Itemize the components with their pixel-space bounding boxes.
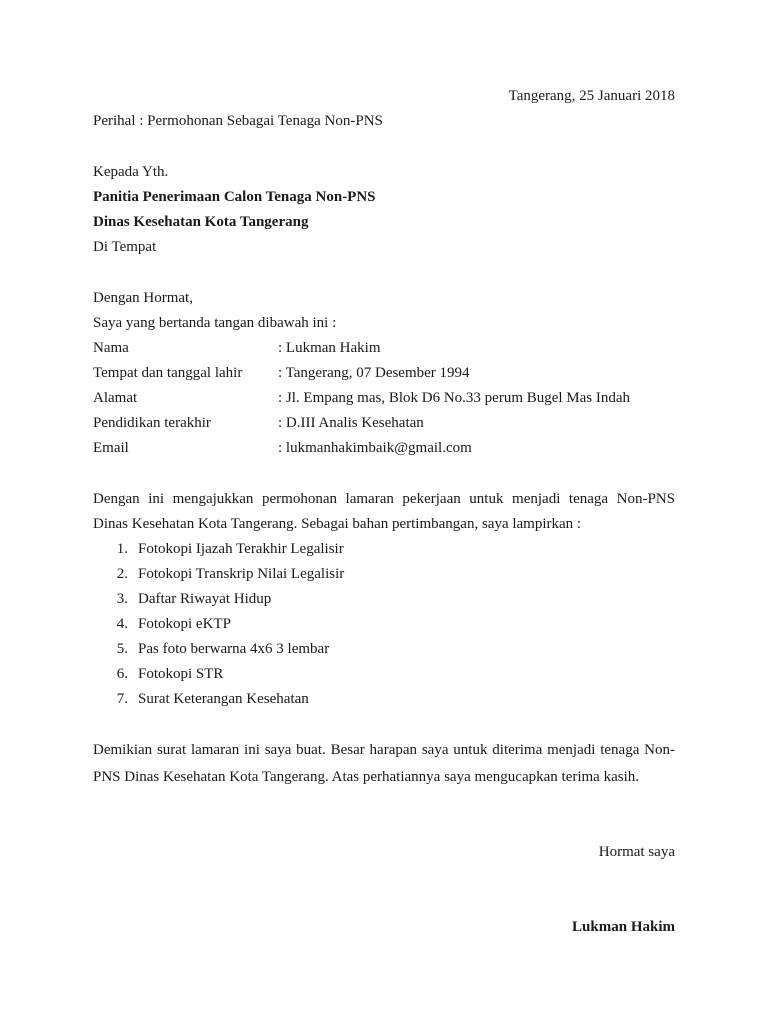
list-item-number: 3.	[116, 591, 128, 607]
list-item: Surat Keterangan Kesehatan	[138, 691, 309, 707]
list-item: Pas foto berwarna 4x6 3 lembar	[138, 641, 330, 657]
recipient-line-1: Panitia Penerimaan Calon Tenaga Non-PNS	[93, 189, 376, 205]
recipient-line-2: Dinas Kesehatan Kota Tangerang	[93, 214, 309, 230]
list-item-number: 6.	[116, 666, 128, 682]
recipient-line-3: Di Tempat	[93, 239, 157, 255]
body-paragraph-line-2: Dinas Kesehatan Kota Tangerang. Sebagai bahan pertimbangan, saya lampirkan :	[93, 516, 582, 532]
identity-value: : Lukman Hakim	[278, 340, 381, 356]
date-line: Tangerang, 25 Januari 2018	[508, 88, 675, 104]
identity-value: : Tangerang, 07 Desember 1994	[278, 365, 470, 381]
identity-value: : lukmanhakimbaik@gmail.com	[278, 440, 472, 456]
list-item: Fotokopi STR	[138, 666, 224, 682]
signature-name: Lukman Hakim	[572, 919, 675, 935]
list-item-number: 2.	[116, 566, 128, 582]
identity-label: Alamat	[93, 390, 138, 406]
list-item: Daftar Riwayat Hidup	[138, 591, 272, 607]
closing-paragraph-line-2: PNS Dinas Kesehatan Kota Tangerang. Atas perhatiannya saya mengucapkan terima kasih.	[93, 769, 640, 785]
closing-paragraph-line-1: Demikian surat lamaran ini saya buat. Besar harapan saya untuk diterima menjadi tenaga Non-	[93, 742, 675, 758]
recipient-salutation: Kepada Yth.	[93, 164, 169, 180]
identity-label: Tempat dan tanggal lahir	[93, 365, 243, 381]
greeting: Dengan Hormat,	[93, 290, 193, 306]
list-item: Fotokopi Ijazah Terakhir Legalisir	[138, 541, 344, 557]
signoff: Hormat saya	[598, 844, 675, 860]
identity-value: : Jl. Empang mas, Blok D6 No.33 perum Bugel Mas Indah	[278, 390, 631, 406]
body-paragraph-line-1: Dengan ini mengajukkan permohonan lamaran pekerjaan untuk menjadi tenaga Non-PNS	[93, 491, 675, 507]
list-item-number: 5.	[116, 641, 128, 657]
list-item-number: 7.	[116, 691, 128, 707]
subject-line: Perihal : Permohonan Sebagai Tenaga Non-PNS	[93, 113, 383, 129]
identity-label: Pendidikan terakhir	[93, 415, 211, 431]
identity-label: Email	[93, 440, 129, 456]
identity-value: : D.III Analis Kesehatan	[278, 415, 424, 431]
list-item-number: 1.	[116, 541, 128, 557]
list-item: Fotokopi Transkrip Nilai Legalisir	[138, 566, 345, 582]
list-item: Fotokopi eKTP	[138, 616, 231, 632]
identity-label: Nama	[93, 340, 129, 356]
list-item-number: 4.	[116, 616, 128, 632]
intro-line: Saya yang bertanda tangan dibawah ini :	[93, 315, 337, 331]
